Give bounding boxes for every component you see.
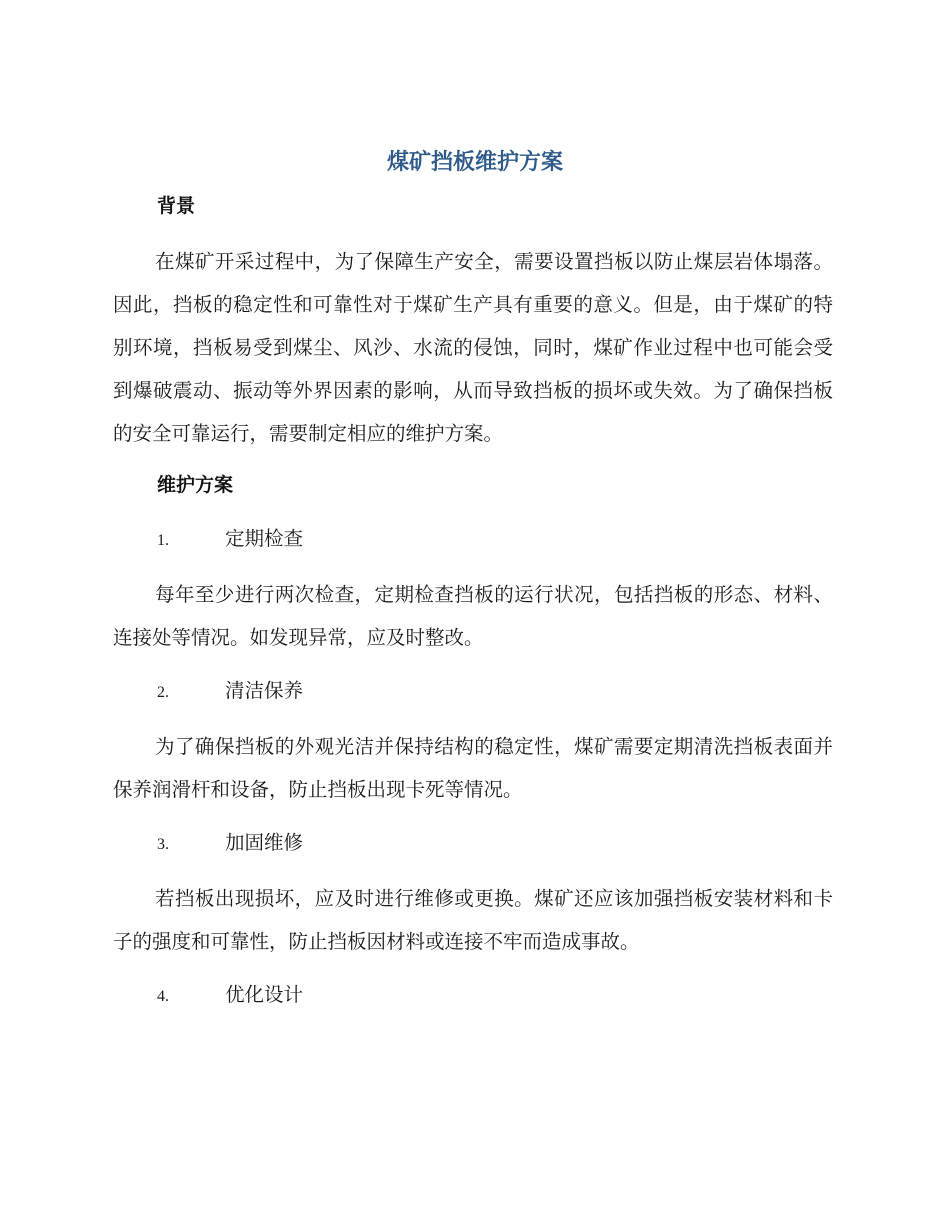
list-item-title: 加固维修	[225, 831, 304, 854]
background-paragraph: 在煤矿开采过程中，为了保障生产安全，需要设置挡板以防止煤层岩体塌落。因此，挡板的稳定性和可靠性对于煤矿生产具有重要的意义。但是，由于煤矿的特别环境，挡板易受到煤尘、风沙、水流的侵蚀，同时，煤矿作业过程中也可能会受到爆破震动、振动等外界因素的影响，从而导致挡板的损坏或失效。为了确保挡板的安全可靠运行，需要制定相应的维护方案。	[113, 250, 833, 445]
section-heading-maintenance-plan: 维护方案	[157, 474, 234, 496]
list-item-heading	[157, 828, 303, 860]
list-item-title: 清洁保养	[225, 679, 304, 702]
list-item-number: 1.	[157, 532, 169, 549]
list-item-paragraph: 若挡板出现损坏，应及时进行维修或更换。煤矿还应该加强挡板安装材料和卡子的强度和可靠性，防止挡板因材料或连接不牢而造成事故。	[113, 887, 833, 953]
list-item-paragraph: 每年至少进行两次检查，定期检查挡板的运行状况，包括挡板的形态、材料、连接处等情况。如发现异常，应及时整改。	[113, 583, 833, 649]
list-item-heading	[157, 980, 303, 1012]
document-title: 煤矿挡板维护方案	[386, 150, 563, 175]
list-item-title: 优化设计	[225, 983, 304, 1006]
list-item-heading	[157, 676, 303, 708]
section-heading-background: 背景	[157, 195, 196, 217]
list-item-number: 4.	[157, 988, 169, 1005]
list-item-paragraph: 为了确保挡板的外观光洁并保持结构的稳定性，煤矿需要定期清洗挡板表面并保养润滑杆和设备，防止挡板出现卡死等情况。	[113, 735, 833, 801]
list-item-title: 定期检查	[225, 527, 304, 550]
list-item-heading	[157, 524, 303, 556]
list-item-number: 2.	[157, 684, 169, 701]
list-item-number: 3.	[157, 836, 169, 853]
